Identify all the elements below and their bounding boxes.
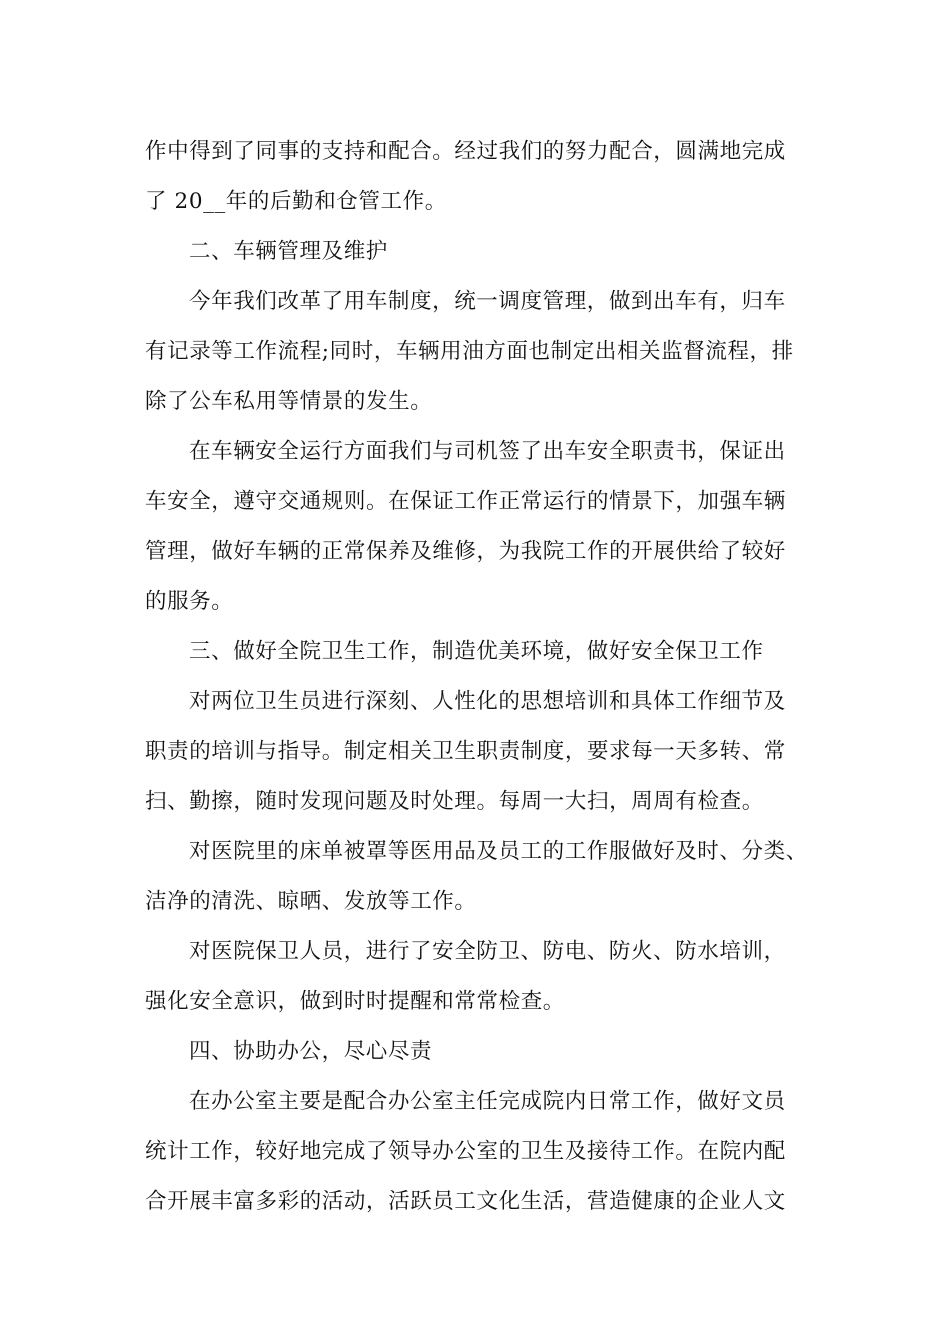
- paragraph-vehicle-system: [145, 277, 825, 427]
- text-line: 对医院里的床单被罩等医用品及员工的工作服做好及时、分类、: [189, 839, 808, 864]
- section-heading-office-assistance: [145, 1027, 825, 1077]
- paragraph-security-staff: [145, 927, 825, 1027]
- section-heading-hygiene-security: [145, 627, 825, 677]
- text-line: 合开展丰富多彩的活动，活跃员工文化生活，营造健康的企业人文: [145, 1189, 786, 1214]
- text-line: 作中得到了同事的支持和配合。经过我们的努力配合，圆满地完成: [145, 139, 786, 164]
- text-line: 在办公室主要是配合办公室主任完成院内日常工作，做好文员: [189, 1089, 786, 1114]
- text-line: 强化安全意识，做到时时提醒和常常检查。: [145, 989, 565, 1014]
- paragraph-cleaning-training: [145, 677, 825, 827]
- text-line: 对医院保卫人员，进行了安全防卫、防电、防火、防水培训，: [189, 939, 786, 964]
- paragraph-linen-service: [145, 827, 825, 927]
- text-line: 对两位卫生员进行深刻、人性化的思想培训和具体工作细节及: [189, 689, 786, 714]
- text-line: 扫、勤擦，随时发现问题及时处理。每周一大扫，周周有检查。: [145, 789, 764, 814]
- text-line: 车安全，遵守交通规则。在保证工作正常运行的情景下，加强车辆: [145, 489, 786, 514]
- text-line: 了 20__年的后勤和仓管工作。: [145, 189, 447, 214]
- text-line: 管理，做好车辆的正常保养及维修，为我院工作的开展供给了较好: [145, 539, 786, 564]
- body-text: [145, 127, 825, 1227]
- text-line: 除了公车私用等情景的发生。: [145, 389, 433, 414]
- paragraph-office-work: [145, 1077, 825, 1227]
- text-line: 今年我们改革了用车制度，统一调度管理，做到出车有，归车: [189, 289, 786, 314]
- paragraph-continuation: [145, 127, 825, 227]
- text-line: 洁净的清洗、晾晒、发放等工作。: [145, 889, 477, 914]
- heading-line: 三、做好全院卫生工作，制造优美环境，做好安全保卫工作: [189, 639, 764, 664]
- text-line: 职责的培训与指导。制定相关卫生职责制度，要求每一天多转、常: [145, 739, 786, 764]
- text-line: 有记录等工作流程;同时，车辆用油方面也制定出相关监督流程，排: [145, 339, 794, 364]
- text-line: 统计工作，较好地完成了领导办公室的卫生及接待工作。在院内配: [145, 1139, 786, 1164]
- paragraph-vehicle-safety: [145, 427, 825, 627]
- heading-line: 二、车辆管理及维护: [189, 239, 388, 264]
- text-line: 的服务。: [145, 589, 234, 614]
- section-heading-vehicle-management: [145, 227, 825, 277]
- text-line: 在车辆安全运行方面我们与司机签了出车安全职责书，保证出: [189, 439, 786, 464]
- heading-line: 四、协助办公，尽心尽责: [189, 1039, 433, 1064]
